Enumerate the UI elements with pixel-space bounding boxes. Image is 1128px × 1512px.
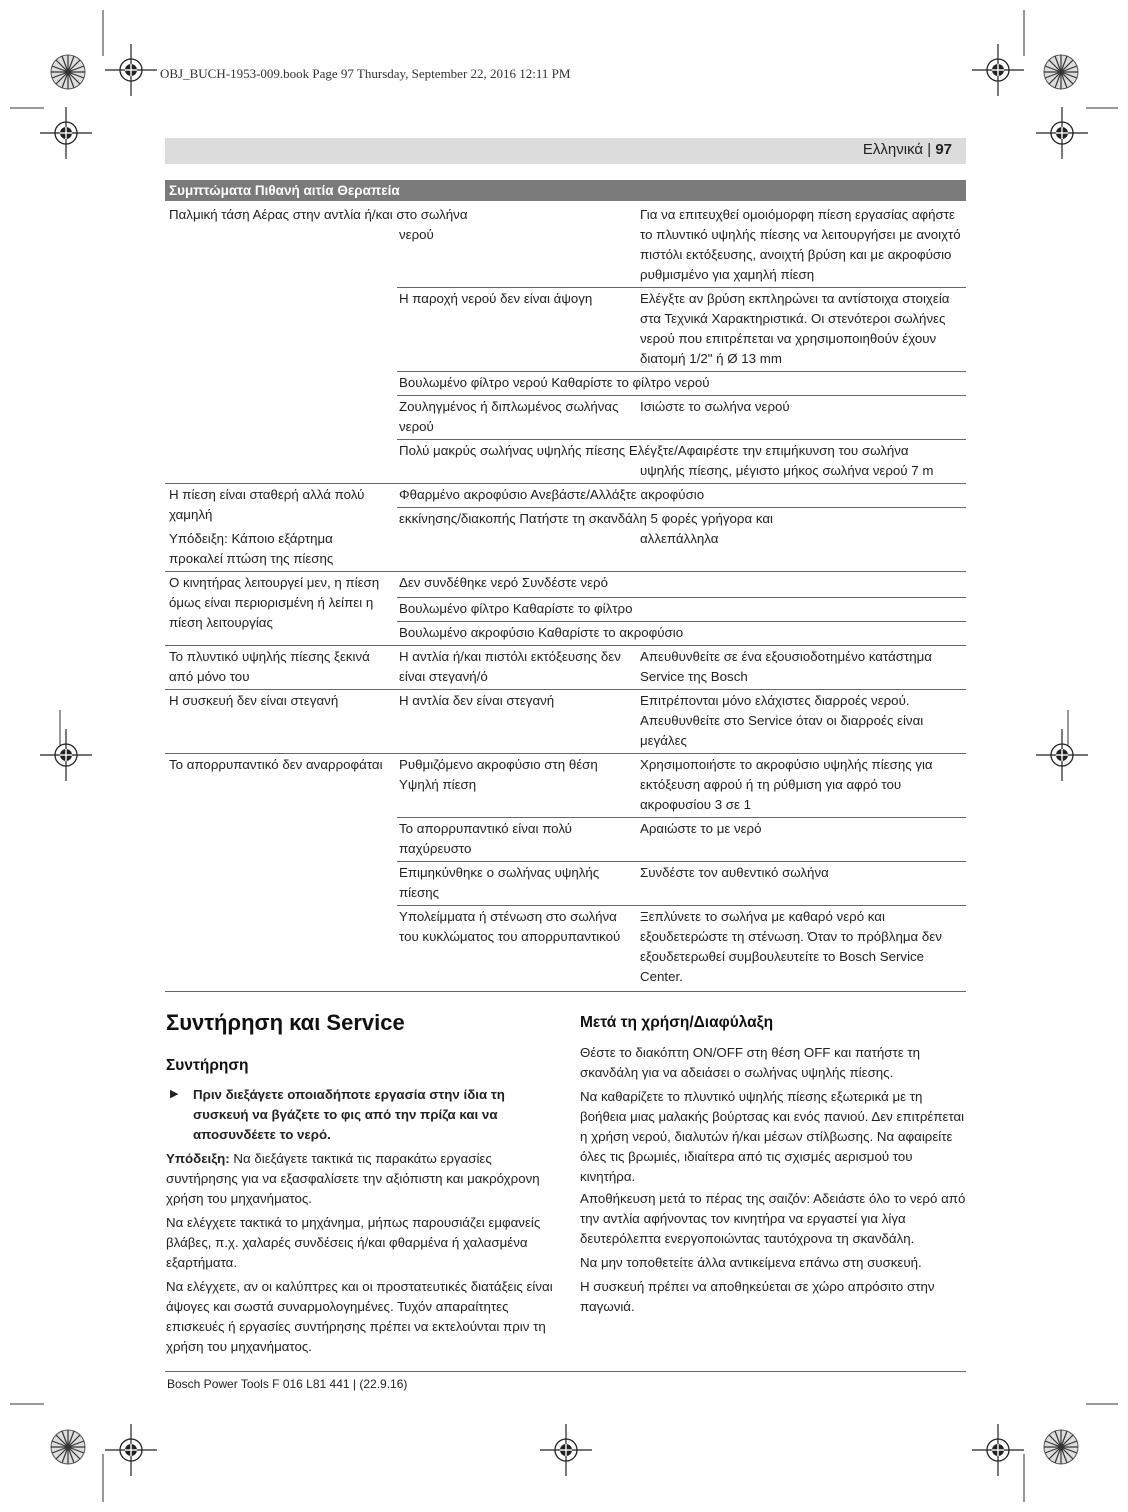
storage-paragraph: Να μην τοποθετείτε άλλα αντικείμενα επάνω στη συσκευή. [580,1255,922,1270]
header-language: Ελληνικά [862,141,924,158]
table-cell: Υπόδειξη: Κάποιο εξάρτημα προκαλεί πτώση της πίεσης [169,531,334,566]
row-divider [397,861,966,862]
bullet-arrow-icon: ▶ [170,1088,179,1100]
print-slug: OBJ_BUCH-1953-009.book Page 97 Thursday, September 22, 2016 12:11 PM [160,66,571,81]
table-cell: Η πίεση είναι σταθερή αλλά πολύ χαμηλή [169,487,365,522]
table-cell: εκκίνησης/διακοπής Πατήστε τη σκανδάλη 5 φορές γρήγορα και [399,511,773,526]
table-cell: Για να επιτευχθεί ομοιόμορφη πίεση εργασίας αφήστε το πλυντικό υψηλής πίεσης να λειτουργήσει με ανοιχτό πιστόλι εκτόξευσης, ανοιχτή βρύση και με ακροφύσιο ρυθμισμένο για χαμηλή πίεση [640,207,961,282]
note-text: Να διεξάγετε τακτικά τις παρακάτω εργασίες συντήρησης για να εξασφαλίσετε την αξιόπιστη και μακρόχρονη χρήση του μηχανήματος. [166,1151,540,1206]
storage-title: Μετά τη χρήση/Διαφύλαξη [580,1014,774,1031]
storage-paragraph: Η συσκευή πρέπει να αποθηκεύεται σε χώρο απρόσιτο στην παγωνιά. [580,1279,935,1314]
row-divider [165,571,966,572]
table-cell: Βουλωμένο φίλτρο Καθαρίστε το φίλτρο [399,601,633,616]
section-subtitle: Συντήρηση [166,1057,249,1074]
table-cell: Αραιώστε το με νερό [640,821,762,836]
row-divider [165,689,966,690]
row-divider [165,483,966,484]
row-divider [397,905,966,906]
storage-paragraph: Να καθαρίζετε το πλυντικό υψηλής πίεσης εξωτερικά με τη βοήθεια μιας μαλακής βούρτσας και ενός πανιού. Δεν επιτρέπεται η χρήση νερού, διαλυτών ή/και μέσων στίλβωσης. Να αφαιρείτε όλες τις βρωμιές, ιδιαίτερα από τις σχισμές αερισμού του κινητήρα. [580,1089,965,1184]
table-cell: Η αντλία ή/και πιστόλι εκτόξευσης δεν είναι στεγανή/ό [399,649,621,684]
table-cell: Ξεπλύνετε το σωλήνα με καθαρό νερό και εξουδετερώστε τη στένωση. Όταν το πρόβλημα δεν εξουδετερωθεί συμβουλευτείτε το Bosch Service Center. [640,909,942,984]
table-cell: Παλμική τάση Αέρας στην αντλία ή/και στο σωλήνα [169,207,468,222]
table-cell: Ελέγξτε αν βρύση εκπληρώνει τα αντίστοιχα στοιχεία στα Τεχνικά Χαρακτηριστικά. Οι στενότεροι σωλήνες νερού που επιτρέπεται να χρησιμοποιηθούν έχουν διατομή 1/2" ή Ø 13 mm [640,291,950,366]
table-cell: νερού [399,227,434,242]
table-cell: Το απορρυπαντικό δεν αναρροφάται [169,757,383,772]
row-divider [397,287,966,288]
table-bottom-rule [165,991,966,992]
table-cell: Βουλωμένο ακροφύσιο Καθαρίστε το ακροφύσιο [399,625,684,640]
row-divider [165,645,966,646]
table-cell: Η συσκευή δεν είναι στεγανή [169,693,339,708]
table-cell: Η παροχή νερού δεν είναι άψογη [399,291,593,306]
storage-paragraph: Αποθήκευση μετά το πέρας της σαιζόν: Αδειάστε όλο το νερό από την αντλία αφήνοντας τον κινητήρα να εργαστεί για λίγα δευτερόλεπτα ενεργοποιώντας ταυτόχρονα τη σκανδάλη. [580,1191,966,1246]
table-cell: Υπολείμματα ή στένωση στο σωλήνα του κυκλώματος του απορρυπαντικού [399,909,621,944]
table-cell: Η αντλία δεν είναι στεγανή [399,693,555,708]
warning-text: Πριν διεξάγετε οποιαδήποτε εργασία στην ίδια τη συσκευή να βγάζετε το φις από την πρίζα και να αποσυνδέετε το νερό. [193,1087,505,1142]
row-divider [397,439,966,440]
page-header [863,141,952,158]
maintenance-paragraph: Να ελέγχετε, αν οι καλύπτρες και οι προστατευτικές διατάξεις είναι άψογες και σωστά συναρμολογημένες. Τυχόν απαραίτητες επισκευές ή εργασίες συντήρησης πρέπει να εκτελούνται πριν τη χρήση του μηχανήματος. [166,1279,553,1354]
table-cell: Απευθυνθείτε σε ένα εξουσιοδοτημένο κατάστημα Service της Bosch [640,649,932,684]
table-cell: υψηλής πίεσης, μέγιστο μήκος σωλήνα νερού 7 m [640,463,934,478]
row-divider [165,753,966,754]
table-cell: Επιμηκύνθηκε ο σωλήνας υψηλής πίεσης [399,865,600,900]
row-divider [397,597,966,598]
table-cell: αλλεπάλληλα [640,531,719,546]
table-cell: Φθαρμένο ακροφύσιο Ανεβάστε/Αλλάξτε ακροφύσιο [399,487,705,502]
table-cell: Συνδέστε τον αυθεντικό σωλήνα [640,865,829,880]
table-cell: Επιτρέπονται μόνο ελάχιστες διαρροές νερού. Απευθυνθείτε στο Service όταν οι διαρροές είναι μεγάλες [640,693,924,748]
note-label: Υπόδειξη: [166,1151,230,1166]
table-cell: Ισιώστε το σωλήνα νερού [640,399,790,414]
header-separator: | [923,141,936,158]
row-divider [397,507,966,508]
footer-rule [165,1371,966,1372]
table-cell: Χρησιμοποιήστε το ακροφύσιο υψηλής πίεσης για εκτόξευση αφρού ή τη ρύθμιση για αφρό του ακροφυσίου 3 σε 1 [640,757,933,812]
maintenance-note [166,1149,556,1209]
table-cell: Δεν συνδέθηκε νερό Συνδέστε νερό [399,575,608,590]
row-divider [397,621,966,622]
page-number: 97 [935,141,952,158]
page-header-bar [165,138,966,164]
table-cell: Βουλωμένο φίλτρο νερού Καθαρίστε το φίλτρο νερού [399,375,710,390]
footer-text: Bosch Power Tools F 016 L81 441 | (22.9.16) [167,1377,408,1391]
maintenance-paragraph: Να ελέγχετε τακτικά το μηχάνημα, μήπως παρουσιάζει εμφανείς βλάβες, π.χ. χαλαρές συνδέσεις ή/και φθαρμένα ή χαλασμένα εξαρτήματα. [166,1215,541,1270]
table-cell: Ζουληγμένος ή διπλωμένος σωλήνας νερού [399,399,619,434]
table-cell: Ρυθμιζόμενο ακροφύσιο στη θέση Υψηλή πίεση [399,757,598,792]
row-divider [397,395,966,396]
table-header: Συμπτώματα Πιθανή αιτία Θεραπεία [165,180,966,201]
section-title: Συντήρηση και Service [166,1010,405,1035]
row-divider [397,817,966,818]
table-cell: Το απορρυπαντικό είναι πολύ παχύρευστο [399,821,572,856]
table-cell: Ο κινητήρας λειτουργεί μεν, η πίεση όμως είναι περιορισμένη ή λείπει η πίεση λειτουργίας [169,575,380,630]
table-cell: Πολύ μακρύς σωλήνας υψηλής πίεσης Ελέγξτε/Αφαιρέστε την επιμήκυνση του σωλήνα [399,443,909,458]
storage-paragraph: Θέστε το διακόπτη ON/OFF στη θέση OFF και πατήστε τη σκανδάλη για να αδειάσει ο σωλήνας υψηλής πίεσης. [580,1045,920,1080]
table-cell: Το πλυντικό υψηλής πίεσης ξεκινά από μόνο του [169,649,370,684]
row-divider [397,371,966,372]
